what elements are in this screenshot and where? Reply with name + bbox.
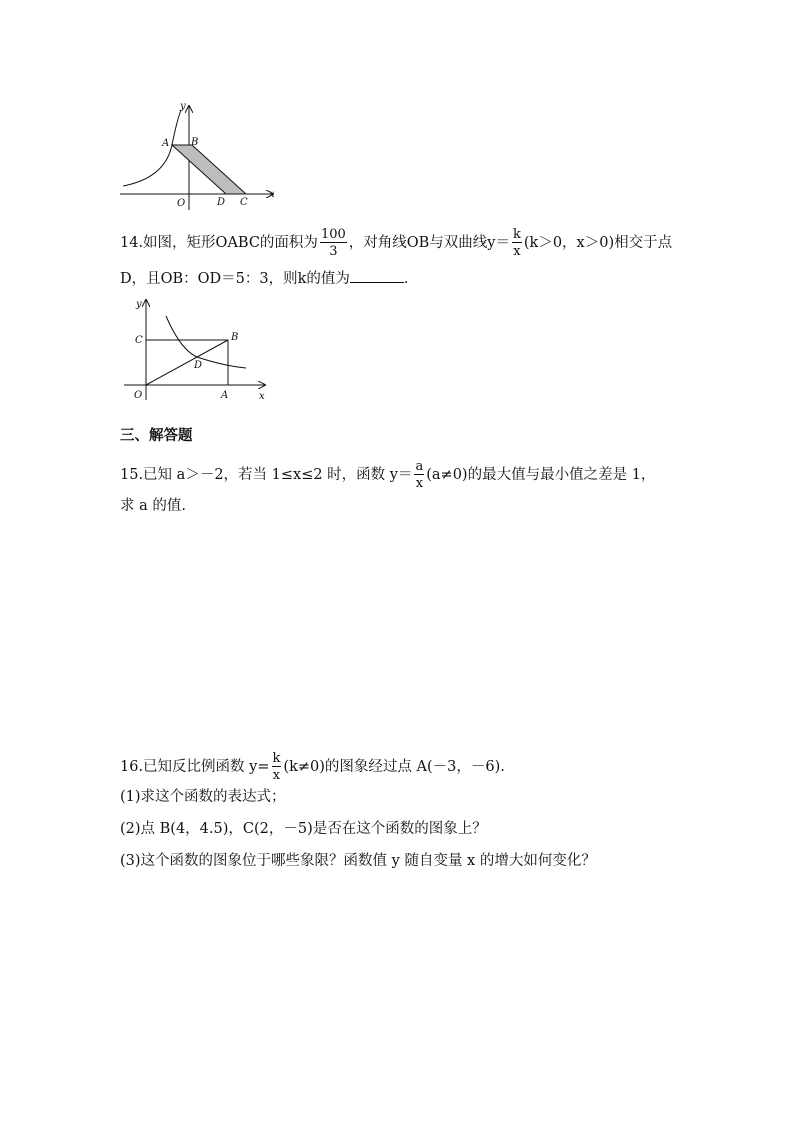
shaded-parallelogram	[172, 145, 246, 194]
label-A: A	[162, 138, 170, 149]
fraction-numerator: k	[272, 751, 281, 766]
question-15-line-2: 求 a 的值.	[120, 498, 186, 514]
label-B: B	[191, 137, 199, 148]
fraction-100-over-3	[320, 228, 347, 258]
question-16-line-1	[120, 752, 505, 782]
figure-14	[120, 296, 275, 406]
q14-text-4: D，且OB：OD＝5：3，则k的值为	[120, 271, 350, 287]
question-15-line-1	[120, 460, 655, 490]
label-A: A	[221, 390, 229, 401]
q16-text-1: 16.已知反比例函数 y=	[120, 759, 270, 775]
fraction-denominator: 3	[329, 244, 338, 259]
label-O: O	[177, 198, 186, 209]
hyperbola-curve	[123, 110, 181, 186]
label-D: D	[217, 197, 226, 208]
label-D: D	[194, 360, 203, 371]
section-heading: 三、解答题	[120, 428, 193, 444]
question-14-line-2	[120, 268, 409, 289]
q14-text-3: (k＞0，x＞0)相交于点	[523, 235, 673, 251]
question-16-part-2: (2)点 B(4，4.5)，C(2，－5)是否在这个函数的图象上？	[120, 821, 487, 837]
label-x: x	[259, 391, 265, 402]
q14-text-1: 14.如图，矩形OABC的面积为	[120, 235, 318, 251]
label-C: C	[135, 335, 143, 346]
label-O: O	[134, 390, 143, 401]
q15-text-1: 15.已知 a＞－2，若当 1≤x≤2 时，函数 y＝	[120, 467, 413, 483]
fraction-denominator: x	[415, 476, 424, 491]
label-y: y	[136, 299, 142, 310]
q14-text-5: .	[403, 271, 409, 287]
label-B: B	[231, 332, 239, 343]
question-16-part-3: (3)这个函数的图象位于哪些象限？函数值 y 随自变量 x 的增大如何变化？	[120, 853, 596, 869]
q16-text-2: (k≠0)的图象经过点 A(－3，－6).	[283, 759, 505, 775]
figure-13	[115, 98, 285, 213]
fraction-denominator: x	[272, 768, 281, 783]
label-C: C	[240, 197, 248, 208]
label-x: x	[269, 189, 275, 200]
q15-text-2: (a≠0)的最大值与最小值之差是 1，	[426, 467, 656, 483]
fraction-numerator: k	[513, 227, 521, 242]
label-y: y	[180, 101, 186, 112]
fraction-k-over-x	[272, 752, 282, 782]
fraction-k-over-x	[512, 228, 522, 258]
question-14-line-1	[120, 228, 672, 258]
fraction-numerator: a	[415, 459, 424, 474]
fraction-a-over-x	[414, 460, 424, 490]
q14-text-2: ，对角线OB与双曲线y＝	[348, 235, 510, 251]
fraction-denominator: x	[513, 244, 521, 259]
question-16-part-1: (1)求这个函数的表达式；	[120, 789, 286, 805]
answer-blank[interactable]	[350, 268, 404, 283]
fraction-numerator: 100	[320, 227, 346, 242]
